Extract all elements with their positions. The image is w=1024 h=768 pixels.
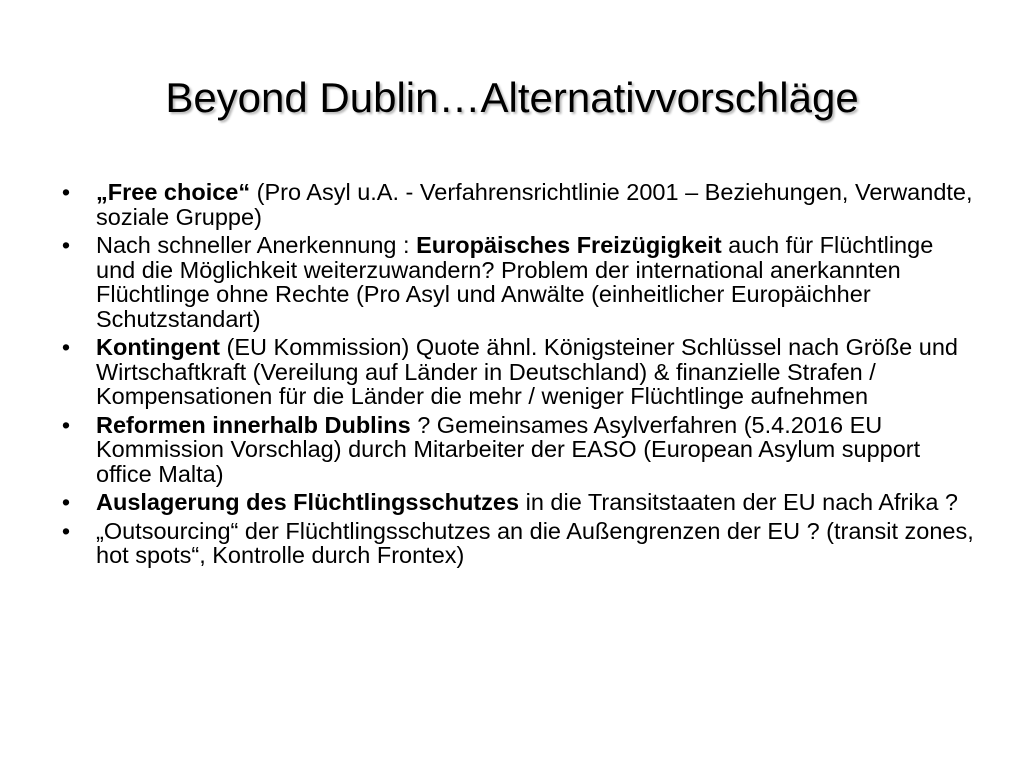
bullet-pre-text: Nach schneller Anerkennung : [96, 232, 417, 258]
bullet-text: auch für Flüchtlinge und die Möglichkeit weiterzuwandern? Problem der international anerkannten Flüchtlinge ohne Rechte (Pro Asyl und Anwälte (einheitlicher Europäichher Schutzstandart) [96, 232, 934, 332]
bullet-bold-text: Auslagerung des Flüchtlingsschutzes [96, 489, 520, 515]
bullet-dot: • [61, 411, 71, 438]
bullet-list [61, 179, 976, 572]
bullet-bold-text: „Free choice“ [96, 179, 251, 205]
bullet-dot: • [61, 517, 71, 544]
bullet-bold-text: Reformen innerhalb Dublins [96, 411, 411, 438]
bullet-item-reformen [61, 411, 976, 487]
bullet-bold-text: Europäisches Freizügigkeit [416, 232, 722, 258]
bullet-dot: • [61, 334, 71, 360]
bullet-bold-text: Kontingent [96, 334, 220, 360]
bullet-dot: • [61, 489, 71, 515]
bullet-dot: • [61, 232, 71, 258]
bullet-text: ? Gemeinsames Asylverfahren (5.4.2016 EU Kommission Vorschlag) durch Mitarbeiter der EASO (European Asylum support office Malta) [96, 411, 921, 487]
slide-title: Beyond Dublin…Alternativvorschläge [165, 74, 859, 121]
bullet-item-kontingent [61, 334, 976, 409]
bullet-item-outsourcing [61, 517, 976, 568]
bullet-text: „Outsourcing“ der Flüchtlingsschutzes an die Außengrenzen der EU ? (transit zones, hot spots“, Kontrolle durch Frontex) [96, 517, 974, 568]
bullet-item-free-choice [61, 179, 976, 230]
bullet-text: in die Transitstaaten der EU nach Afrika ? [519, 489, 958, 515]
bullet-text: (EU Kommission) Quote ähnl. Königsteiner Schlüssel nach Größe und Wirtschaftkraft (Vereilung auf Länder in Deutschland) & finanzielle Strafen / Kompensationen für die Länder die mehr / weniger Flüchtlinge aufnehmen [96, 334, 958, 409]
bullet-item-auslagerung [61, 489, 976, 515]
bullet-item-freizuegigkeit [61, 232, 976, 332]
bullet-dot: • [61, 179, 71, 205]
bullet-text: (Pro Asyl u.A. - Verfahrensrichtlinie 2001 – Beziehungen, Verwandte, soziale Gruppe) [96, 179, 973, 230]
